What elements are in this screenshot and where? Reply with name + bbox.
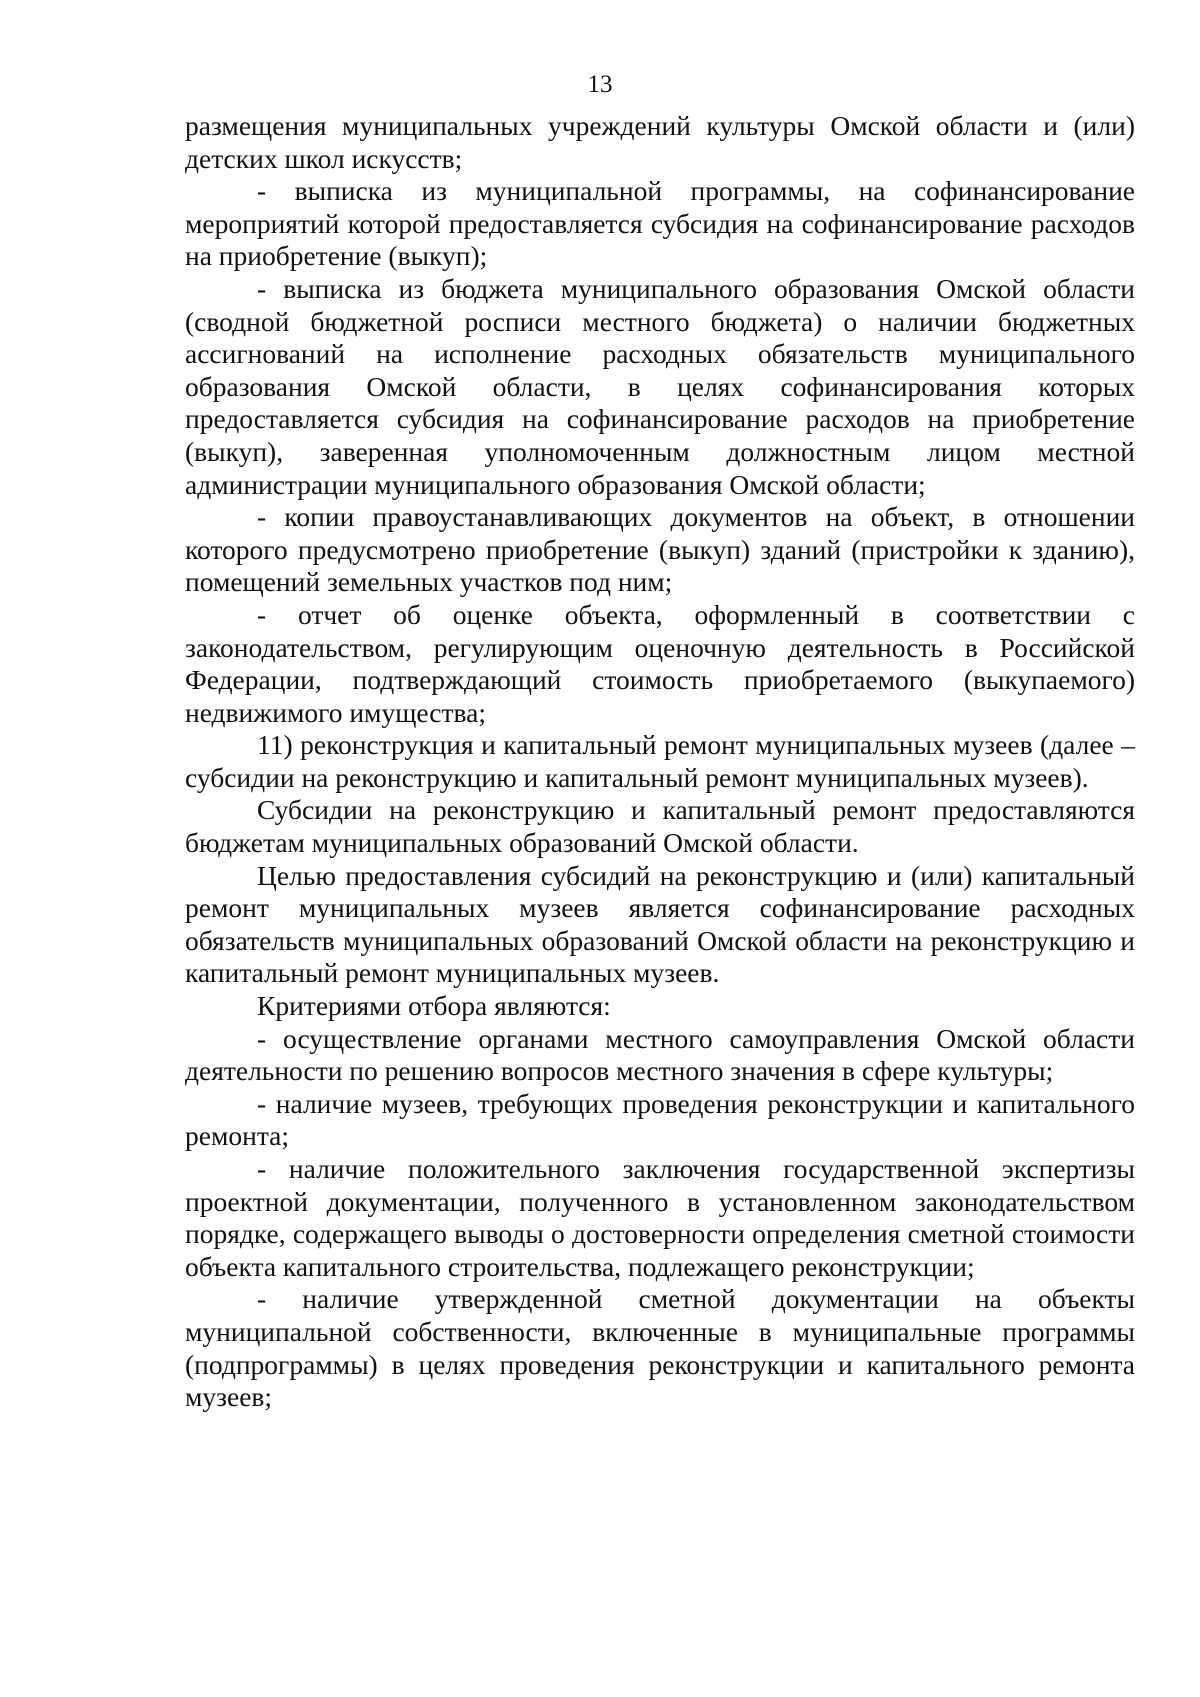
paragraph-criterion-estimate: - наличие утвержденной сметной документации на объекты муниципальной собственности, включенные в муниципальные программы (подпрограммы) в целях проведения реконструкции и капитального ремонта музеев; [185, 1283, 1135, 1413]
paragraph-title-documents: - копии правоустанавливающих документов на объект, в отношении которого предусмотрено приобретение (выкуп) зданий (пристройки к зданию), помещений земельных участков под ним; [185, 501, 1135, 598]
paragraph-program-extract: - выписка из муниципальной программы, на софинансирование мероприятий которой предоставляется субсидия на софинансирование расходов на приобретение (выкуп); [185, 175, 1135, 272]
paragraph-continuation: размещения муниципальных учреждений культуры Омской области и (или) детских школ искусств; [185, 110, 1135, 174]
paragraph-criterion-museums: - наличие музеев, требующих проведения реконструкции и капитального ремонта; [185, 1087, 1135, 1152]
paragraph-subsidies-provided: Субсидии на реконструкцию и капитальный ремонт предоставляются бюджетам муниципальных образований Омской области. [185, 794, 1135, 859]
paragraph-purpose: Целью предоставления субсидий на реконструкцию и (или) капитальный ремонт муниципальных музеев является софинансирование расходных обязательств муниципальных образований Омской области на реконструкцию и капитальный ремонт муниципальных музеев. [185, 859, 1135, 989]
paragraph-item-11: 11) реконструкция и капитальный ремонт муниципальных музеев (далее – субсидии на реконструкцию и капитальный ремонт муниципальных музеев). [185, 729, 1135, 793]
paragraph-criterion-expertise: - наличие положительного заключения государственной экспертизы проектной документации, полученного в установленном законодательством порядке, содержащего выводы о достоверности определения сметной стоимости объекта капитального строительства, подлежащего реконструкции; [185, 1153, 1135, 1282]
page-number: 13 [587, 71, 613, 98]
paragraph-budget-extract: - выписка из бюджета муниципального образования Омской области (сводной бюджетной росписи местного бюджета) о наличии бюджетных ассигнований на исполнение расходных обязательств муниципального образования Омской области, в целях софинансирования которых предоставляется субсидия на софинансирование расходов на приобретение (выкуп), заверенная уполномоченным должностным лицом местной администрации муниципального образования Омской области; [185, 272, 1135, 500]
document-body [185, 110, 1135, 1414]
paragraph-valuation-report: - отчет об оценке объекта, оформленный в соответствии с законодательством, регулирующим оценочную деятельность в Российской Федерации, подтверждающий стоимость приобретаемого (выкупаемого) недвижимого имущества; [185, 598, 1135, 728]
paragraph-criterion-local-government: - осуществление органами местного самоуправления Омской области деятельности по решению вопросов местного значения в сфере культуры; [185, 1022, 1135, 1087]
paragraph-criteria-heading: Критериями отбора являются: [257, 990, 611, 1022]
